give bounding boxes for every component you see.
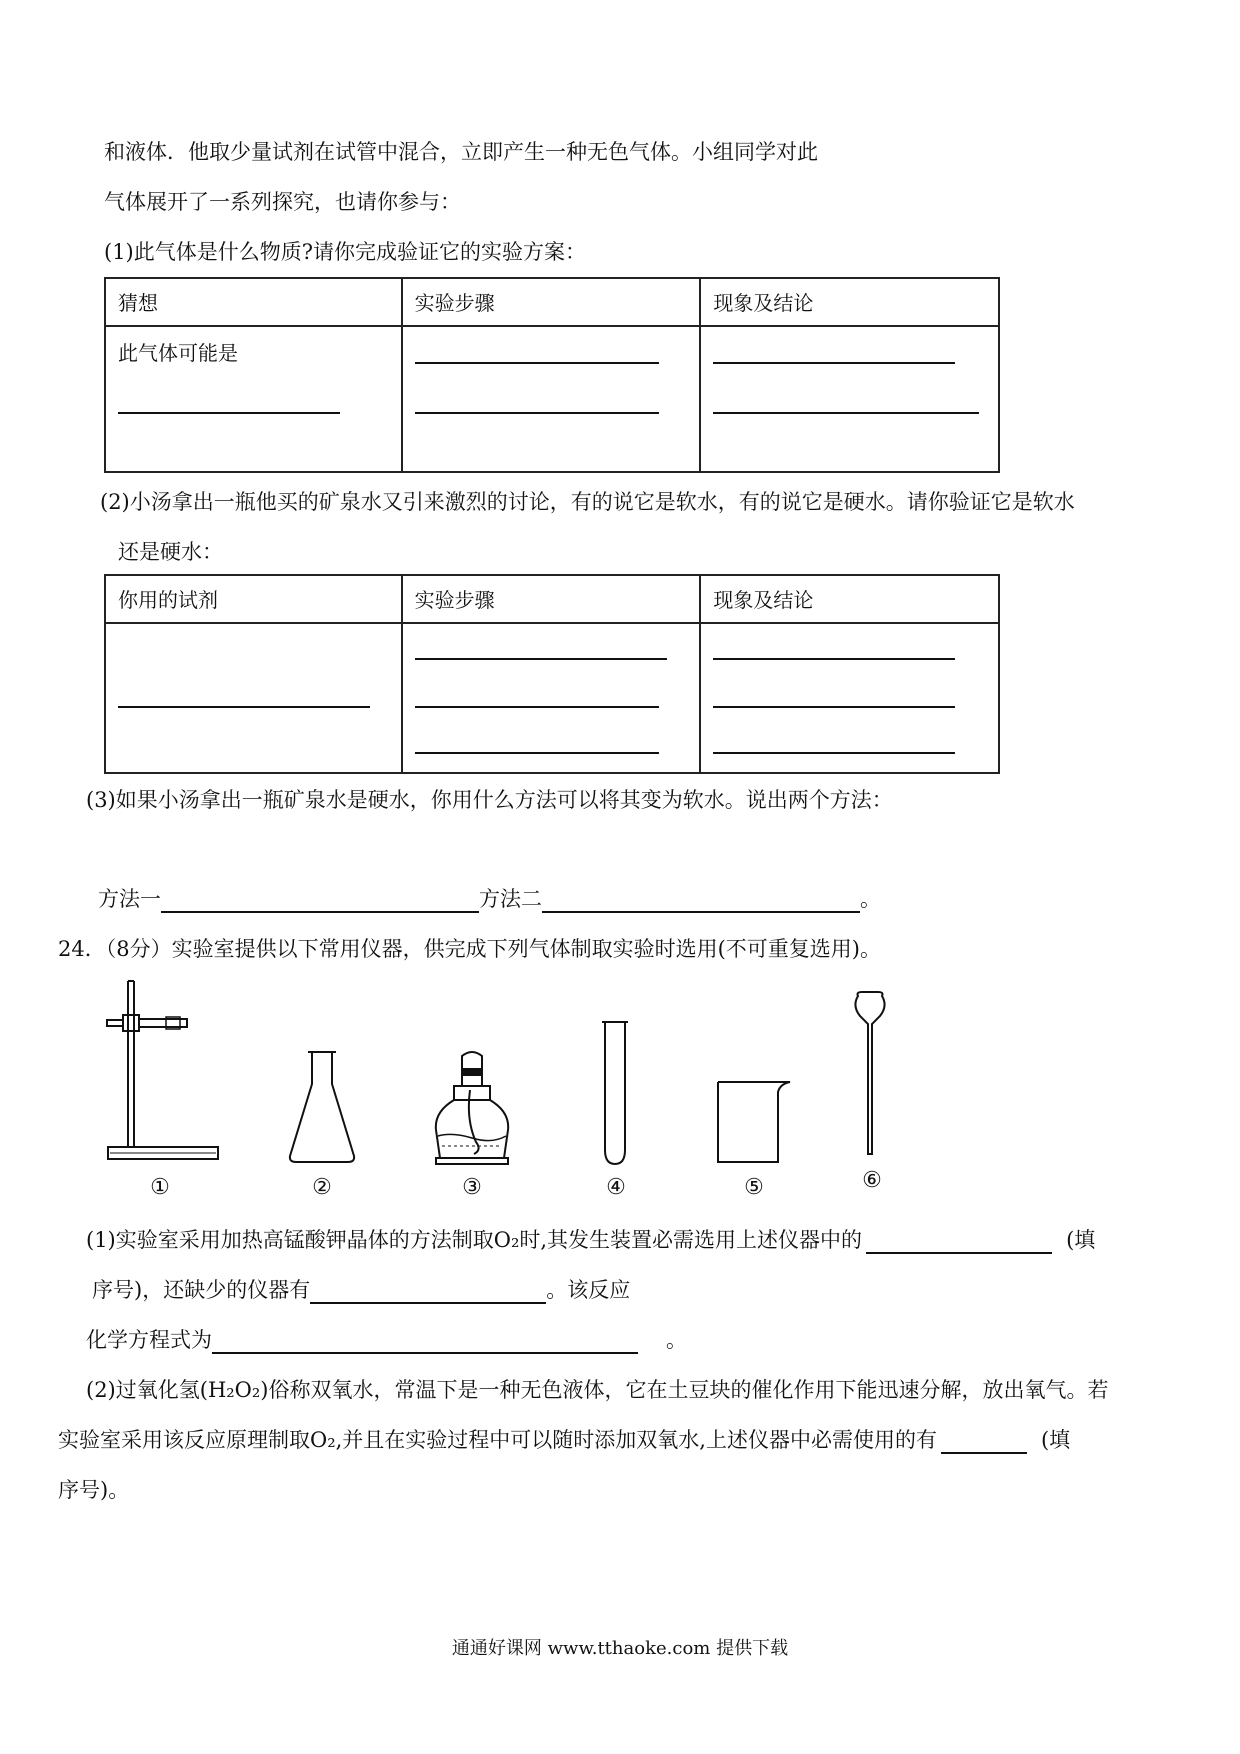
q24-p1-equation-blank[interactable]	[212, 1330, 638, 1354]
q3-method1-blank[interactable]	[161, 889, 479, 913]
q2-conclusion-blank-2[interactable]	[713, 706, 955, 708]
q1-step-blank-1[interactable]	[415, 362, 659, 364]
q2-header-steps: 实验步骤	[414, 588, 495, 612]
q24-p1-equation-text: 化学方程式为	[86, 1328, 212, 1352]
q24-p1-line-2	[92, 1276, 630, 1304]
q3-method2-label: 方法二	[479, 887, 542, 911]
q24-p2-line-1: (2)过氧化氢(H₂O₂)俗称双氧水，常温下是一种无色液体，它在土豆块的催化作用下能迅速分解，放出氧气。若	[86, 1378, 1109, 1402]
q2-prompt-line-1: (2)小汤拿出一瓶他买的矿泉水又引来激烈的讨论，有的说它是软水，有的说它是硬水。请你验证它是软水	[100, 490, 1075, 514]
q2-reagent-blank[interactable]	[118, 706, 370, 708]
test-tube-icon	[598, 1018, 632, 1168]
q2-step-blank-1[interactable]	[415, 658, 667, 660]
q1-guess-blank[interactable]	[118, 412, 340, 414]
q1-header-conclusion: 现象及结论	[713, 291, 814, 315]
q2-conclusion-blank-1[interactable]	[713, 658, 955, 660]
q2-header-reagent: 你用的试剂	[118, 588, 218, 612]
q24-p2-text: 实验室采用该反应原理制取O₂,并且在实验过程中可以随时添加双氧水,上述仪器中必需使用的有	[58, 1428, 937, 1452]
q24-p1-reaction-text: 。该反应	[546, 1278, 631, 1302]
intro-line-1: 和液体．他取少量试剂在试管中混合，立即产生一种无色气体。小组同学对此	[104, 140, 818, 164]
q24-p1-apparatus-blank[interactable]	[866, 1230, 1052, 1254]
q2-table	[104, 574, 1000, 774]
q24-p1-missing-blank[interactable]	[310, 1280, 546, 1304]
q1-cell-guess-text: 此气体可能是	[118, 341, 238, 365]
q3-method2-blank[interactable]	[542, 889, 860, 913]
apparatus-label-5: ⑤	[744, 1175, 764, 1200]
q24-p1-missing-text: 序号)，还缺少的仪器有	[92, 1278, 311, 1302]
intro-line-2: 气体展开了一系列探究，也请你参与：	[104, 190, 461, 214]
alcohol-lamp-icon	[432, 1050, 512, 1168]
footer-credit: 通通好课网 www.tthaoke.com 提供下载	[451, 1638, 789, 1659]
q1-header-guess: 猜想	[118, 291, 158, 315]
q24-p2-apparatus-blank[interactable]	[941, 1430, 1027, 1454]
q1-prompt: (1)此气体是什么物质?请你完成验证它的实验方案：	[104, 240, 587, 264]
q1-conclusion-blank-2[interactable]	[713, 412, 979, 414]
q3-prompt: (3)如果小汤拿出一瓶矿泉水是硬水，你用什么方法可以将其变为软水。说出两个方法：	[86, 788, 893, 812]
q24-p1-fill-tail: (填	[1066, 1228, 1096, 1252]
apparatus-label-6: ⑥	[862, 1168, 882, 1193]
q24-p2-fill-tail: (填	[1040, 1428, 1071, 1452]
apparatus-label-1: ①	[150, 1175, 170, 1200]
q24-p2-line-2	[58, 1426, 1070, 1454]
q2-step-blank-3[interactable]	[415, 752, 659, 754]
q3-methods-line	[98, 885, 881, 913]
q1-step-blank-2[interactable]	[415, 412, 659, 414]
q2-step-blank-2[interactable]	[415, 706, 659, 708]
q1-header-steps: 实验步骤	[414, 291, 495, 315]
apparatus-label-3: ③	[462, 1175, 482, 1200]
q2-header-conclusion: 现象及结论	[713, 588, 814, 612]
q2-prompt-line-2: 还是硬水：	[118, 540, 223, 564]
q24-p1-text: (1)实验室采用加热高锰酸钾晶体的方法制取O₂时,其发生装置必需选用上述仪器中的	[86, 1228, 863, 1252]
q1-conclusion-blank-1[interactable]	[713, 362, 955, 364]
q3-end-mark: 。	[860, 887, 881, 911]
beaker-icon	[714, 1078, 796, 1168]
q24-p1-equation-end: 。	[666, 1328, 687, 1352]
q1-table	[104, 277, 1000, 473]
q24-p1-line-1	[86, 1226, 1095, 1254]
apparatus-label-4: ④	[606, 1175, 626, 1200]
iron-stand-icon	[100, 975, 230, 1170]
q24-title: 24．（8分）实验室提供以下常用仪器，供完成下列气体制取实验时选用(不可重复选用)。	[58, 937, 881, 961]
apparatus-label-2: ②	[312, 1175, 332, 1200]
q24-p2-line-3: 序号)。	[58, 1478, 130, 1502]
q24-p1-line-3	[86, 1326, 687, 1354]
q3-method1-label: 方法一	[98, 887, 161, 911]
q2-conclusion-blank-3[interactable]	[713, 752, 955, 754]
long-neck-funnel-icon	[852, 990, 888, 1160]
conical-flask-icon	[286, 1048, 358, 1168]
